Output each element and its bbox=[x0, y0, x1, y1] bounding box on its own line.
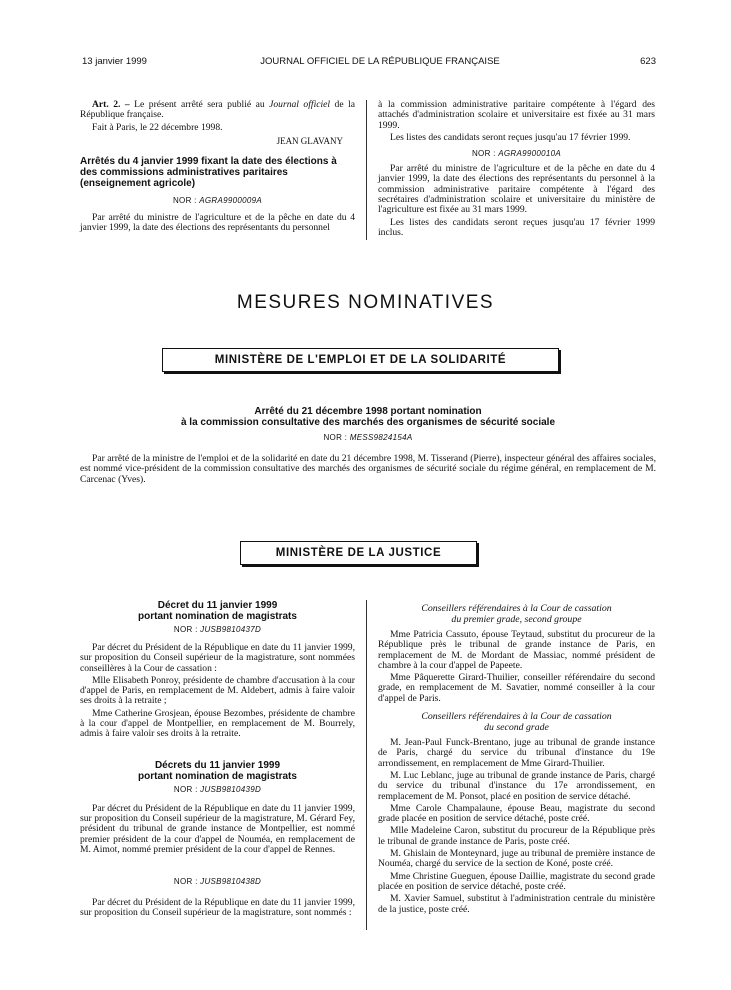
fait-a-paris: Fait à Paris, le 22 décembre 1998. bbox=[92, 121, 223, 133]
paragraph: Mlle Madeleine Caron, substitut du procureur de la République près le tribunal de grande instance de Paris, poste créé. bbox=[378, 825, 655, 847]
paragraph: M. Luc Leblanc, juge au tribunal de grande instance de Paris, chargé du service du tribunal d'instance du 17e arrondissement, en remplacement de M. Ponsot, placé en position de service détaché. bbox=[378, 769, 655, 802]
nor-reference bbox=[80, 196, 355, 205]
nor-code: AGRA9900009A bbox=[199, 195, 263, 205]
heading-line2: du premier grade, second groupe bbox=[451, 613, 582, 625]
nor-code: JUSB9810437D bbox=[200, 625, 262, 634]
top-left-column bbox=[80, 100, 355, 235]
paragraph: Mme Christine Gueguen, épouse Daillie, magistrate du second grade placée en position de service détaché, poste créé. bbox=[378, 870, 655, 892]
justice-left-column bbox=[80, 600, 355, 921]
section-title: MESURES NOMINATIVES bbox=[236, 292, 495, 313]
emploi-paragraph: Par arrêté de la ministre de l'emploi et de la solidarité en date du 21 décembre 1998, M. Tisserand (Pierre), inspecteur général des affaires sociales, est nommé vice-président de la commission consultative des marchés des organismes de sécurité sociale du régime général, en remplacement de M. Carcenac (Yves). bbox=[80, 453, 656, 485]
decret-1-title-line2: portant nomination de magistrats bbox=[138, 611, 297, 622]
signature: JEAN GLAVANY bbox=[276, 135, 343, 146]
decret-2-title-line2: portant nomination de magistrats bbox=[138, 770, 297, 782]
ministry-box-justice: MINISTÈRE DE LA JUSTICE bbox=[240, 541, 477, 565]
nor-code: MESS9824154A bbox=[349, 433, 413, 442]
paragraph: Par arrêté du ministre de l'agriculture et de la pêche en date du 4 janvier 1999, la date des élections des représentants du personnel à la commission administrative paritaire compétente à l'égard des secrétaires d'administration scolaire et universitaire du ministère de l'agriculture est fixée au 31 mars 1999. bbox=[378, 163, 655, 216]
nor-label: NOR : bbox=[173, 877, 198, 887]
emploi-title-line2: à la commission consultative des marchés des organismes de sécurité sociale bbox=[180, 417, 556, 428]
article-2-label: Art. 2. – bbox=[92, 99, 130, 110]
column-rule-top bbox=[366, 100, 367, 240]
nor-label: NOR : bbox=[173, 625, 198, 634]
heading-premier-grade bbox=[378, 604, 655, 625]
nor-reference bbox=[80, 785, 355, 794]
nor-reference bbox=[80, 877, 355, 886]
paragraph: M. Ghislain de Monteynard, juge au tribunal de première instance de Nouméa, chargé du service de la section de Koné, poste créé. bbox=[378, 848, 655, 870]
paragraph: M. Jean-Paul Funck-Brentano, juge au tribunal de grande instance de Paris, chargé du service du tribunal d'instance du 19e arrondissement, en remplacement de Mme Girard-Thuilier. bbox=[378, 737, 655, 769]
top-right-column bbox=[378, 100, 655, 240]
paragraph: Par décret du Président de la République en date du 11 janvier 1999, sur proposition du Conseil supérieur de la magistrature, sont nommées conseillères à la Cour de cassation : bbox=[80, 642, 355, 674]
paragraph: Mme Pâquerette Girard-Thuilier, conseiller référendaire du second grade, en remplacement de M. Savatier, nommé conseiller à la cour d'appel de Paris. bbox=[378, 672, 655, 704]
nor-label: NOR : bbox=[471, 149, 496, 159]
article-2 bbox=[80, 100, 355, 121]
ministry-box-emploi: MINISTÈRE DE L'EMPLOI ET DE LA SOLIDARITÉ bbox=[162, 348, 559, 372]
justice-right-column bbox=[378, 602, 655, 917]
nor-label: NOR : bbox=[172, 195, 197, 205]
nor-code: AGRA9900010A bbox=[498, 149, 562, 159]
article-2-text-a: Le présent arrêté sera publié au bbox=[129, 99, 270, 110]
paragraph: M. Xavier Samuel, substitut à l'administration centrale du ministère de la justice, poste créé. bbox=[378, 893, 655, 915]
column-rule-justice bbox=[366, 600, 367, 930]
paragraph: Les listes des candidats seront reçues jusqu'au 17 février 1999. bbox=[390, 131, 631, 143]
paragraph: Par décret du Président de la République en date du 11 janvier 1999, sur proposition du Conseil supérieur de la magistrature, M. Gérard Fey, président du tribunal de grande instance de Montpellier, est nommé premier président de la cour d'appel de Nouméa, en remplacement de M. Aimot, nommé premier président de la cour d'appel de Rennes. bbox=[80, 802, 355, 855]
paragraph: Mme Carole Champalaune, épouse Beau, magistrate du second grade placée en position de service détaché, poste créé. bbox=[378, 802, 655, 825]
article-2-journal: Journal officiel bbox=[269, 99, 331, 110]
paragraph: Les listes des candidats seront reçues jusqu'au 17 février 1999 inclus. bbox=[378, 216, 655, 238]
paragraph: Mme Patricia Cassuto, épouse Teytaud, substitut du procureur de la République près le tribunal de grande instance de Paris, en remplacement de M. de Mordant de Massiac, nommé président de chambre à la cour d'appel de Papeete. bbox=[378, 629, 655, 671]
header-page-number: 623 bbox=[640, 56, 656, 67]
heading-line2: du second grade bbox=[484, 721, 549, 733]
heading-line1: Conseillers référendaires à la Cour de cassation bbox=[421, 603, 612, 614]
paragraph: à la commission administrative paritaire compétente à l'égard des attachés d'administration scolaire et universitaire est fixée au 31 mars 1999. bbox=[378, 99, 655, 131]
nor-label: NOR : bbox=[323, 433, 348, 442]
decret-2-title-line1: Décrets du 11 janvier 1999 bbox=[154, 759, 281, 771]
header-date: 13 janvier 1999 bbox=[82, 56, 147, 67]
nor-code: JUSB9810438D bbox=[200, 877, 262, 887]
header-journal: JOURNAL OFFICIEL DE LA RÉPUBLIQUE FRANÇAISE bbox=[260, 56, 500, 67]
emploi-title-line1: Arrêté du 21 décembre 1998 portant nomination bbox=[254, 406, 482, 417]
emploi-section bbox=[80, 406, 656, 487]
nor-reference bbox=[378, 149, 655, 158]
decret-1-title-line1: Décret du 11 janvier 1999 bbox=[157, 600, 278, 611]
nor-label: NOR : bbox=[173, 784, 198, 794]
paragraph: Mme Catherine Grosjean, épouse Bezombes, présidente de chambre à la cour d'appel de Montpellier, en remplacement de M. Bourrely, admis à faire valoir ses droits à la retraite. bbox=[80, 707, 355, 740]
heading-line1: Conseillers référendaires à la Cour de cassation bbox=[421, 711, 612, 723]
nor-reference bbox=[80, 433, 656, 442]
paragraph: Mlle Elisabeth Ponroy, présidente de chambre d'accusation à la cour d'appel de Paris, en remplacement de M. Aldebert, admis à faire valoir ses droits à la retraite ; bbox=[80, 674, 355, 707]
nor-reference bbox=[80, 625, 355, 634]
arrete-title-agriculture: Arrêtés du 4 janvier 1999 fixant la date des élections à des commissions administratives paritaires (enseignement agricole) bbox=[80, 155, 337, 189]
heading-second-grade bbox=[378, 712, 655, 733]
nor-code: JUSB9810439D bbox=[200, 784, 262, 794]
paragraph: Par arrêté du ministre de l'agriculture et de la pêche en date du 4 janvier 1999, la date des élections des représentants du personnel bbox=[80, 211, 355, 234]
paragraph: Par décret du Président de la République en date du 11 janvier 1999, sur proposition du Conseil supérieur de la magistrature, sont nommés : bbox=[80, 897, 355, 919]
article-2-text-b: de la République française. bbox=[80, 99, 355, 121]
